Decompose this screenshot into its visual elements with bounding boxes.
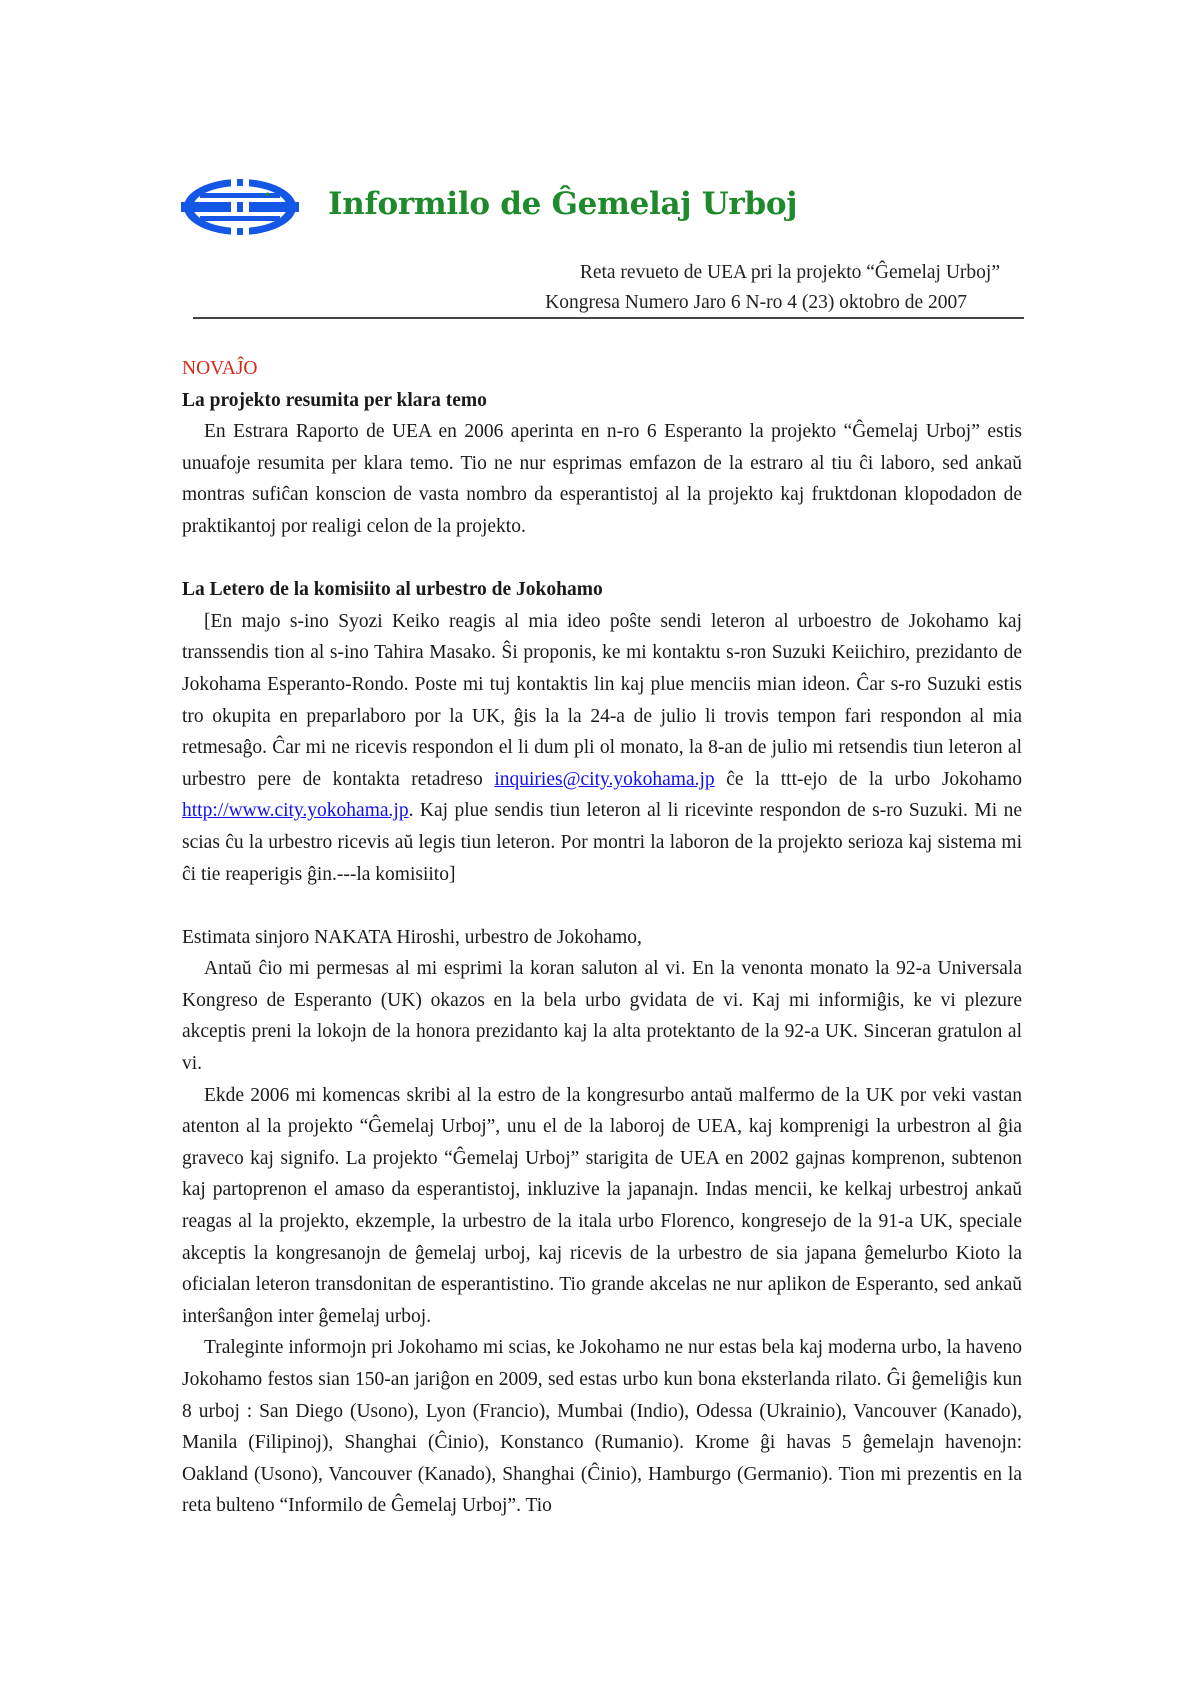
masthead-subtitle: Reta revueto de UEA pri la projekto “Ĝemelaj Urboj” [579,262,1000,283]
article-paragraph: En Estrara Raporto de UEA en 2006 aperinta en n-ro 6 Esperanto la projekto “Ĝemelaj Urboj” estis unuafoje resumita per klara temo. Tio ne nur esprimas emfazon de la estraro al tiu ĉi laboro, sed ankaŭ montras sufiĉan konscion de vasta nombro da esperantistoj al la projekto kaj fruktdonan klopodadon de praktikantoj por realigi celon de la projekto. [182,421,1022,537]
issue-line: Kongresa Numero Jaro 6 N-ro 4 (23) oktobro de 2007 [545,292,967,313]
letter-paragraph: Antaŭ ĉio mi permesas al mi esprimi la koran saluton al vi. En la venonta monato la 92-a Universala Kongreso de Esperanto (UK) okazos en la bela urbo gvidata de vi. Kaj mi informiĝis, ke vi plezure akceptis preni la lokojn de la honora prezidanto kaj la alta protektanto de la 92-a UK. Sinceran gratulon al vi. [182,958,1022,1075]
masthead-title: Informilo de Ĝemelaj Urboj [328,186,798,222]
section-label: NOVAĴO [182,358,258,379]
spacer [182,543,1022,575]
uea-logo-icon [180,176,300,238]
intro-text: ĉe la ttt-ejo de la urbo Jokohamo [714,768,1022,790]
salutation: Estimata sinjoro NAKATA Hiroshi, urbestro de Jokohamo, [182,926,642,948]
email-link[interactable]: inquiries@city.yokohama.jp [494,768,715,790]
header-divider [193,317,1024,319]
article-heading: La Letero de la komisiito al urbestro de Jokohamo [182,579,603,601]
intro-paragraph [182,606,1022,890]
letter-paragraph: Traleginte informojn pri Jokohamo mi scias, ke Jokohamo ne nur estas bela kaj moderna urbo, la haveno Jokohamo festos sian 150-an jariĝon en 2009, sed estas urbo kun bona eksterlanda rilato. Ĝi ĝemeliĝis kun 8 urboj : San Diego (Usono), Lyon (Francio), Mumbai (Indio), Odessa (Ukrainio), Vancouver (Kanado), Manila (Filipinoj), Shanghai (Ĉinio), Konstanco (Rumanio). Krome ĝi havas 5 ĝemelajn havenojn: Oakland (Usono), Vancouver (Kanado), Shanghai (Ĉinio), Hamburgo (Germanio). Tion mi prezentis en la reta bulteno “Informilo de Ĝemelaj Urboj”. Tio [182,1337,1022,1517]
intro-text: . Kaj plue sendis tiun leteron al li ricevinte respondon de s-ro Suzuki. Mi ne scias ĉu la urbestro ricevis aŭ legis tiun leteron. Por montri la laboron de la projekto serioza kaj sistema mi ĉi tie reaperigis ĝin.---la komisiito] [182,800,1022,885]
article-heading: La projekto resumita per klara temo [182,389,487,411]
intro-text: [En majo s-ino Syozi Keiko reagis al mia ideo poŝte sendi leteron al urboestro de Jokohamo kaj transsendis tion al s-ino Tahira Masako. Ŝi proponis, ke mi kontaktu s-ron Suzuki Keiichiro, prezidanto de Jokohama Esperanto-Rondo. Poste mi tuj kontaktis lin kaj plue menciis mian ideon. Ĉar s-ro Suzuki estis tro okupita en preparlaboro por la UK, ĝis la la 24-a de julio li trovis tempon fari respondon al mia retmesaĝo. Ĉar mi ne ricevis respondon el li dum pli ol monato, la 8-an de julio mi retsendis tiun leteron al urbestro pere de kontakta retadreso [182,610,1022,790]
website-link[interactable]: http://www.city.yokohama.jp [182,800,409,822]
spacer [182,890,1022,922]
letter-paragraph: Ekde 2006 mi komencas skribi al la estro de la kongresurbo antaŭ malfermo de la UK por veki vastan atenton al la projekto “Ĝemelaj Urboj”, unu el de la laboroj de UEA, kaj komprenigi la urbestron al ĝia graveco kaj signifo. La projekto “Ĝemelaj Urboj” starigita de UEA en 2002 gajnas komprenon, subtenon kaj partoprenon el amaso da esperantistoj, inkluzive la japanajn. Indas mencii, ke kelkaj urbestroj ankaŭ reagas al la projekto, ekzemple, la urbestro de la itala urbo Florenco, kongresejo de la 91-a UK, speciale akceptis la kongresanojn de ĝemelaj urboj, kaj ricevis de la urbestro de sia japana ĝemelurbo Kioto la oficialan leteron transdonitan de esperantistino. Tio grande akcelas ne nur aplikon de Esperanto, sed ankaŭ interŝanĝon inter ĝemelaj urboj. [182,1084,1022,1327]
article-body [182,353,1022,1522]
